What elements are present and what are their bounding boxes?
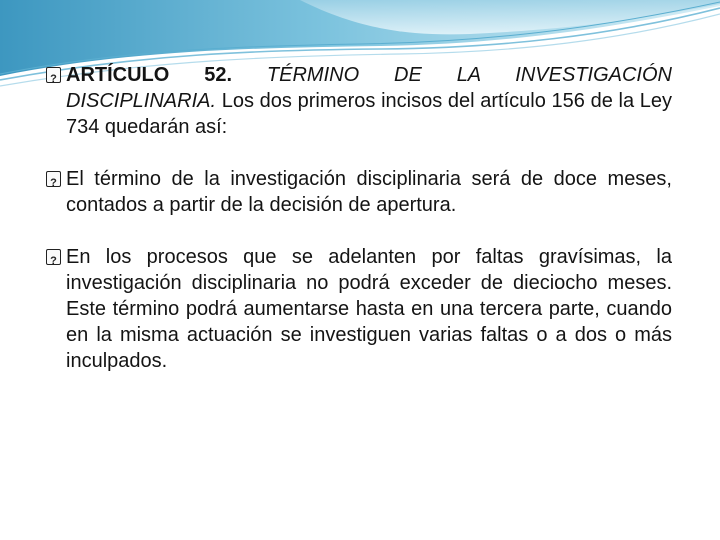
first-clause-paragraph [46,166,672,218]
second-clause-text: En los procesos que se adelanten por faltas gravísimas, la investigación disciplinaria no podrá exceder de dieciocho meses. Este término podrá aumentarse hasta en una tercera parte, cuando en la misma actuación se investiguen varias faltas o a dos o más inculpados. [66,246,672,372]
second-clause-paragraph [46,244,672,374]
article-title: TÉRMINO DE LA INVESTIGACIÓN DISCIPLINARIA. [66,64,672,112]
article-heading-paragraph [46,62,672,140]
missing-glyph-box-icon [46,171,61,187]
article-intro-text: Los dos primeros incisos del artículo 156 de la Ley 734 quedarán así: [66,90,672,138]
missing-glyph-box-icon [46,67,61,83]
slide-body [46,62,672,374]
article-number: ARTÍCULO 52. [66,64,233,86]
first-clause-text: El término de la investigación disciplinaria será de doce meses, contados a partir de la decisión de apertura. [66,168,672,216]
missing-glyph-box-icon [46,249,61,265]
